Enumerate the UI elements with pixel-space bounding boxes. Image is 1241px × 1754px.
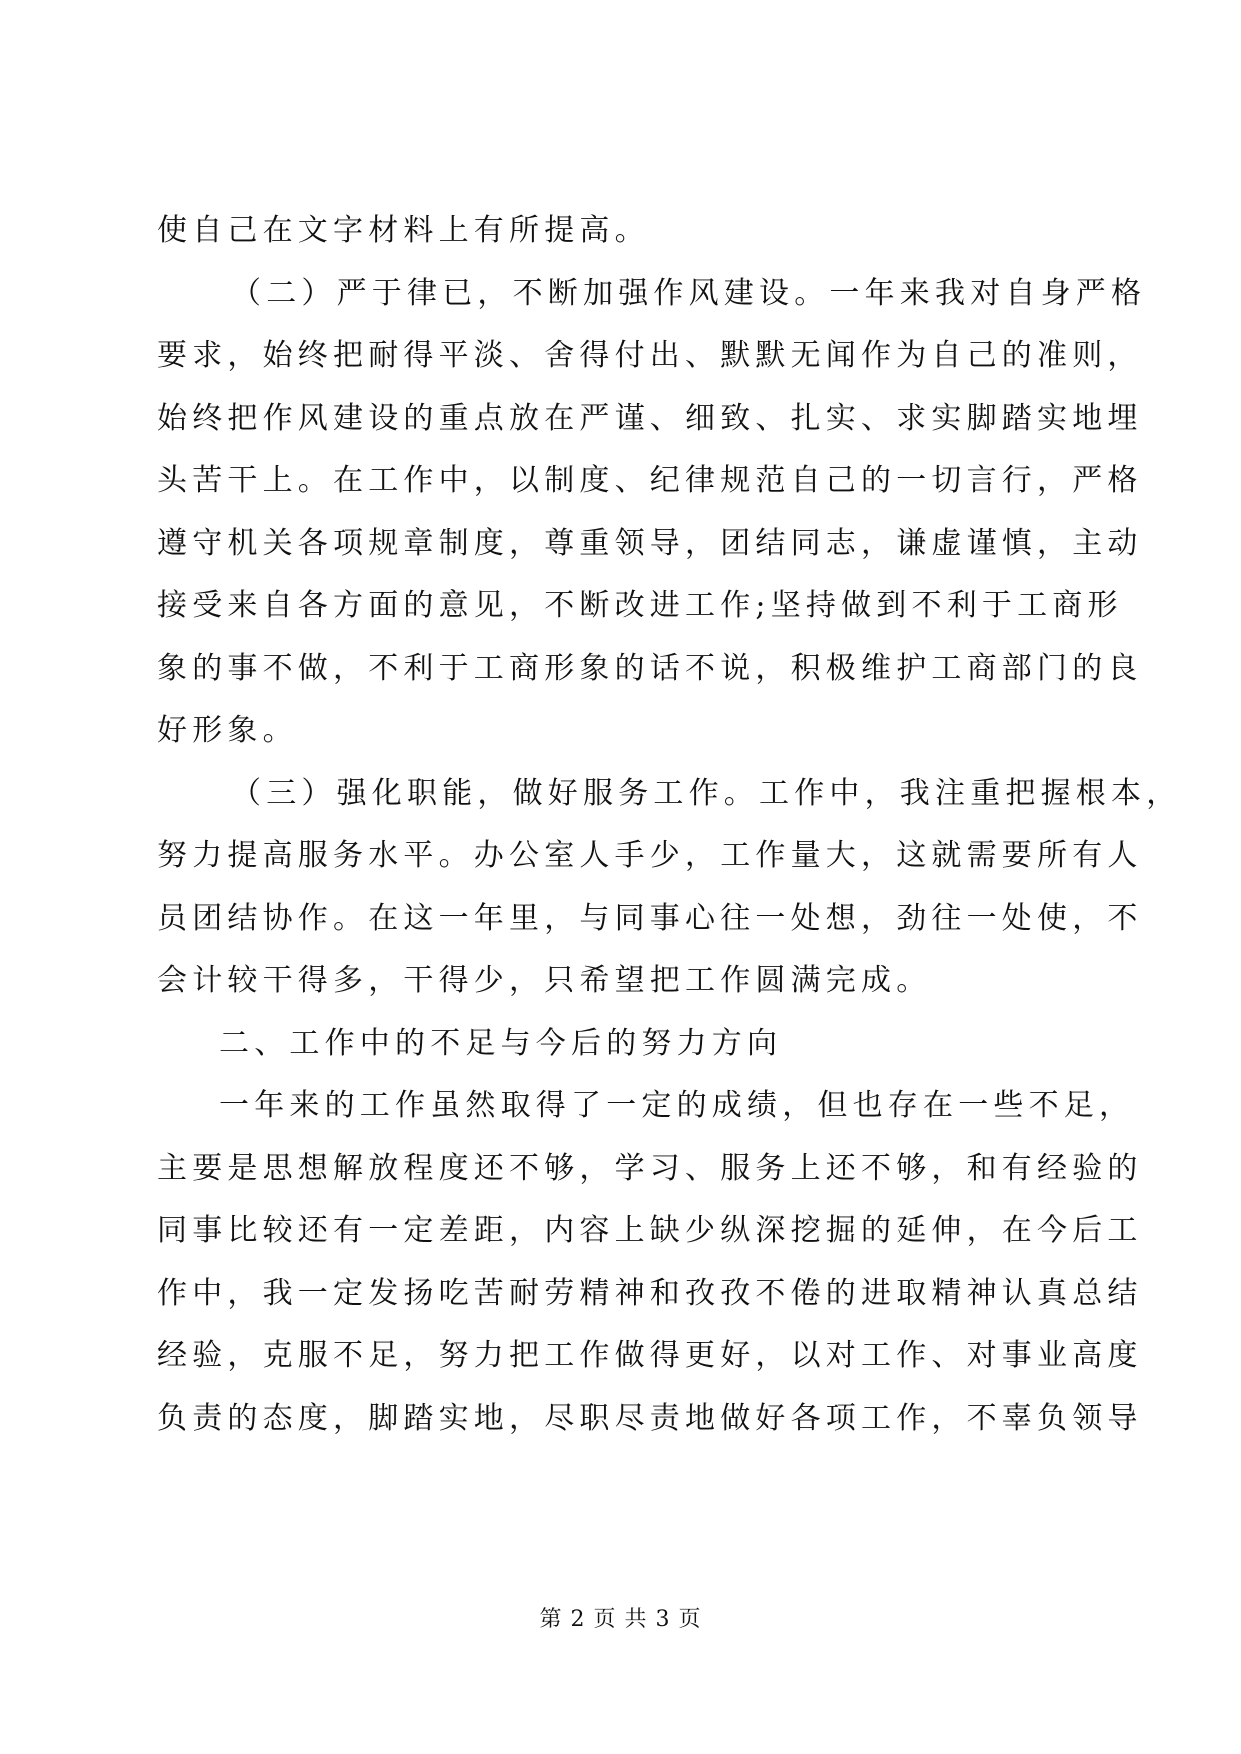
- text-line: 头苦干上。在工作中，以制度、纪律规范自己的一切言行，严格: [157, 463, 1143, 498]
- text-line: 要求，始终把耐得平淡、舍得付出、默默无闻作为自己的准则，: [157, 338, 1143, 373]
- section-title: 二、工作中的不足与今后的努力方向: [219, 1025, 783, 1061]
- text-line: 好形象。: [157, 713, 298, 748]
- text-line: 作中，我一定发扬吃苦耐劳精神和孜孜不倦的进取精神认真总结: [157, 1275, 1143, 1311]
- section-heading-line: （三）强化职能，做好服务工作。工作中，我注重把握根本，: [231, 775, 1182, 811]
- text-line: 始终把作风建设的重点放在严谨、细致、扎实、求实脚踏实地埋: [157, 400, 1143, 436]
- text-line: 接受来自各方面的意见，不断改进工作;坚持做到不利于工商形: [157, 588, 1123, 623]
- section-heading-line: （二）严于律已，不断加强作风建设。一年来我对自身严格: [231, 275, 1147, 311]
- text-line: 遵守机关各项规章制度，尊重领导，团结同志，谦虚谨慎，主动: [157, 525, 1143, 561]
- text-line: 主要是思想解放程度还不够，学习、服务上还不够，和有经验的: [157, 1150, 1143, 1186]
- document-body: [157, 200, 1182, 1450]
- text-line: 努力提高服务水平。办公室人手少，工作量大，这就需要所有人: [157, 838, 1143, 873]
- page-number-footer: 第 2 页 共 3 页: [539, 1607, 702, 1632]
- text-line: 使自己在文字材料上有所提高。: [157, 213, 650, 248]
- text-line: 经验，克服不足，努力把工作做得更好，以对工作、对事业高度: [157, 1338, 1143, 1373]
- text-line: 负责的态度，脚踏实地，尽职尽责地做好各项工作，不辜负领导: [157, 1400, 1143, 1436]
- text-line: 员团结协作。在这一年里，与同事心往一处想，劲往一处使，不: [157, 900, 1143, 936]
- text-line: 一年来的工作虽然取得了一定的成绩，但也存在一些不足，: [219, 1088, 1135, 1123]
- text-line: 同事比较还有一定差距，内容上缺少纵深挖掘的延伸，在今后工: [157, 1213, 1143, 1248]
- text-line: 会计较干得多，干得少，只希望把工作圆满完成。: [157, 963, 932, 998]
- text-line: 象的事不做，不利于工商形象的话不说，积极维护工商部门的良: [157, 650, 1143, 686]
